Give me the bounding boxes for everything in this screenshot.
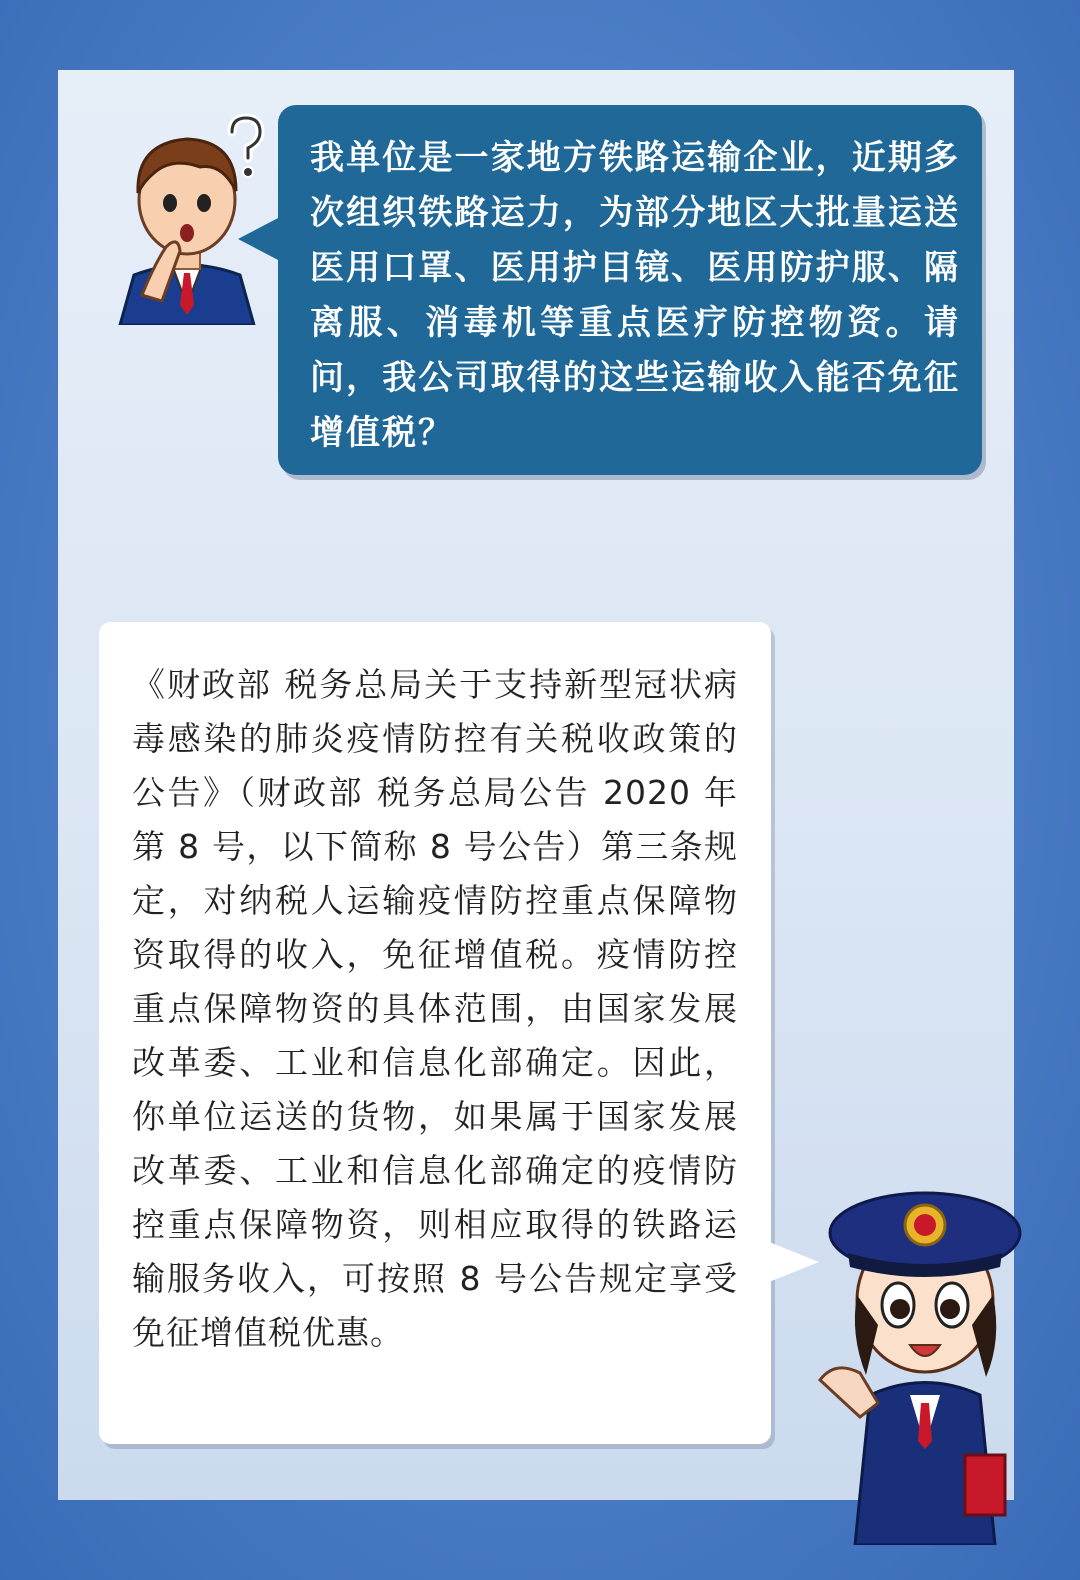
question-text: 我单位是一家地方铁路运输企业，近期多次组织铁路运力，为部分地区大批量运送医用口罩、医用护目镜、医用防护服、隔离服、消毒机等重点医疗防控物资。请问，我公司取得的这些运输收入能否免征增值税？ [310,138,960,453]
question-bubble [278,105,982,475]
question-mark-icon [220,112,270,182]
answer-bubble [99,622,771,1444]
answer-text: 《财政部 税务总局关于支持新型冠状病毒感染的肺炎疫情防控有关税收政策的公告》（财政部 税务总局公告 2020 年第 8 号，以下简称 8 号公告）第三条规定，对纳税人运输疫情防控重点保障物资取得的收入，免征增值税。疫情防控重点保障物资的具体范围，由国家发展改革委、工业和信息化部确定。因此，你单位运送的货物，如果属于国家发展改革委、工业和信息化部确定的疫情防控重点保障物资，则相应取得的铁路运输服务收入，可按照 8 号公告规定享受免征增值税优惠。 [132,665,738,1352]
tax-officer-icon [800,1145,1050,1545]
